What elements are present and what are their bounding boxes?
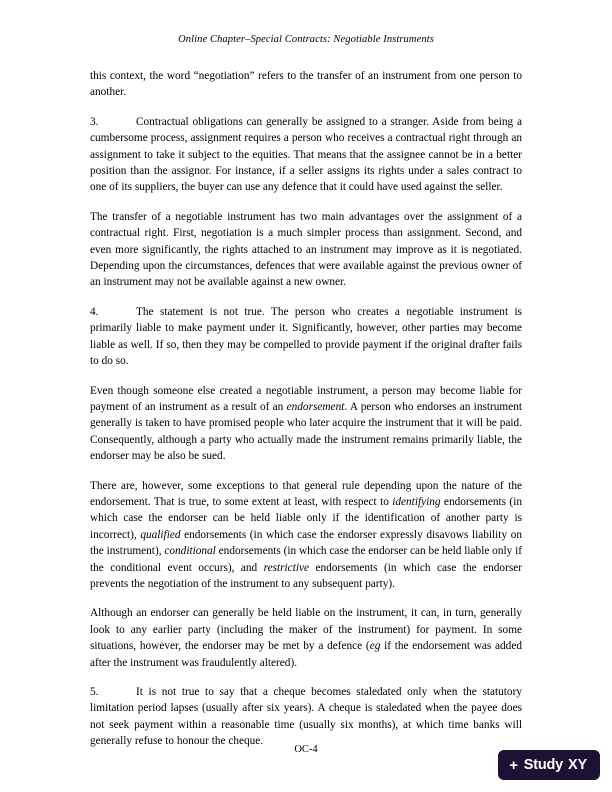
exceptions-text-a: There are, however, some exceptions to that general rule depending upon the nature of the endorsement. That is true, to some extent at least, with respect to	[90, 479, 522, 508]
endorsement-text-a: Even though someone else created a negotiable instrument, a person may become liable for payment of an instrument as a result of an	[90, 384, 522, 413]
paragraph-continuation: this context, the word “negotiation” refers to the transfer of an instrument from one person to another.	[90, 70, 522, 99]
paragraph-endorsement	[90, 383, 522, 465]
answer-4-text: The statement is not true. The person who creates a negotiable instrument is primarily liable to make payment under it. Significantly, however, other parties may become liable as well. If so, then they may be compelled to provide payment if the original drafter fails to do so.	[90, 305, 522, 368]
paragraph-exceptions	[90, 478, 522, 593]
endorser-text-b: if the endorsement was added after the instrument was fraudulently altered).	[90, 640, 522, 669]
watermark-brand-xy: XY	[568, 757, 587, 773]
exceptions-text-b: endorsements (in which case the endorser can be held liable only if the identification of another party is incorrect),	[90, 495, 522, 541]
term-qualified: qualified	[140, 528, 181, 541]
answer-number-5: 5.	[90, 686, 99, 698]
studyxy-watermark	[498, 750, 600, 780]
page-number: OC-4	[294, 744, 318, 755]
paragraph-answer-3	[90, 114, 522, 196]
document-body	[90, 68, 522, 763]
exceptions-text-c: endorsements (in which case the endorser expressly disavows liability on the instrument),	[90, 528, 522, 558]
answer-3-text: Contractual obligations can generally be assigned to a stranger. Aside from being a cumbersome process, assignment requires a person who receives a contractual right through an assignment to take it subject to the equities. That means that the assignee cannot be in a better position than the assignor. For instance, if a seller assigns its rights under a sales contract to one of its suppliers, the buyer can use any defence that it could have used against the seller.	[90, 115, 522, 194]
answer-number-3: 3.	[90, 115, 99, 128]
endorsement-text-b: . A person who endorses an instrument generally is taken to have promised people who later acquire the instrument that it will be paid. Consequently, although a party who actually made the instrument remains primarily liable, the endorser may be also be sued.	[90, 400, 522, 463]
endorsement-term: endorsement	[286, 400, 345, 413]
exceptions-text-d: endorsements (in which case the endorser can be held liable only if the conditional event occurs), and	[90, 545, 522, 574]
answer-5-text: It is not true to say that a cheque becomes staledated only when the statutory limitation period lapses (usually after six years). A cheque is staledated when the payee does not seek payment within a reasonable time (usually six months), at which time banks will generally refuse to honour the cheque.	[90, 686, 522, 748]
term-conditional: conditional	[164, 545, 216, 558]
paragraph-answer-5	[90, 684, 522, 750]
endorser-text-a: Although an endorser can generally be held liable on the instrument, it can, in turn, generally look to any earlier party (including the maker of the instrument) for payment. In some situations, however, the endorser may be met by a defence (	[90, 607, 522, 653]
paragraph-endorser-liability	[90, 605, 522, 671]
paragraph-answer-4	[90, 304, 522, 370]
term-restrictive: restrictive	[263, 561, 310, 574]
term-eg: eg	[369, 640, 381, 653]
running-header: Online Chapter–Special Contracts: Negotiable Instruments	[178, 34, 434, 45]
watermark-brand-study: Study	[523, 757, 564, 773]
plus-icon: +	[509, 756, 518, 774]
exceptions-text-e: endorsements (in which case the endorser prevents the negotiation of the instrument to any subsequent party).	[90, 561, 522, 590]
answer-number-4: 4.	[90, 305, 99, 318]
term-identifying: identifying	[392, 495, 441, 508]
paragraph-negotiable-advantages: The transfer of a negotiable instrument has two main advantages over the assignment of a contractual right. First, negotiation is a much simpler process than assignment. Second, and even more significantly, the rights attached to an instrument may improve as it is negotiated. Depending upon the circumstances, defences that were available against the previous owner of an instrument may not be available against a new owner.	[90, 210, 522, 289]
